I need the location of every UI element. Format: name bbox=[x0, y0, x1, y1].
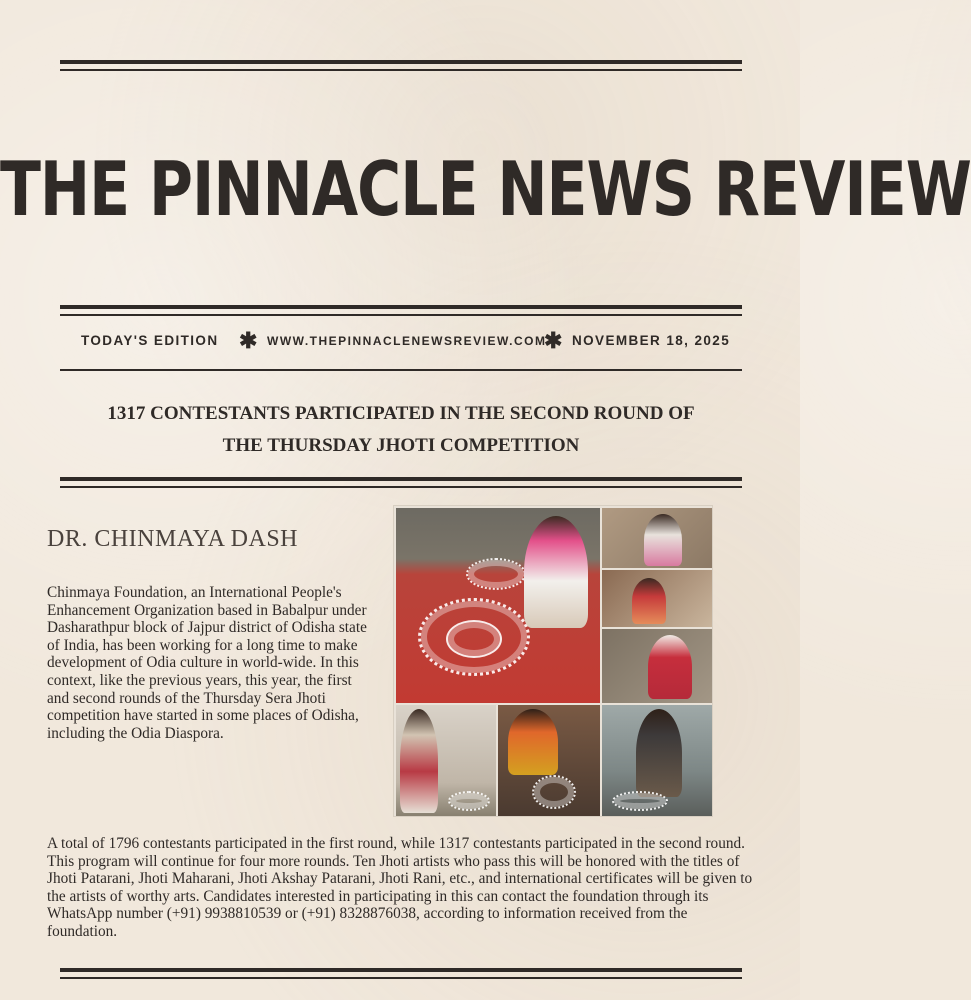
article-headline bbox=[60, 398, 742, 462]
collage-photo-main bbox=[396, 508, 600, 703]
photo-collage bbox=[393, 505, 713, 817]
collage-photo-right-3 bbox=[602, 629, 712, 703]
edition-label: TODAY'S EDITION bbox=[81, 333, 219, 348]
collage-photo-right-2 bbox=[602, 570, 712, 627]
headline-line-2: THE THURSDAY JHOTI COMPETITION bbox=[222, 435, 580, 456]
masthead-rule-thick bbox=[60, 305, 742, 309]
top-rule-thick bbox=[60, 60, 742, 64]
asterisk-icon: ✱ bbox=[239, 328, 258, 353]
masthead-title: THE PINNACLE NEWS REVIEW bbox=[0, 146, 971, 234]
website-link[interactable]: WWW.THEPINNACLENEWSREVIEW.COM bbox=[267, 334, 547, 348]
bottom-rule-thick bbox=[60, 968, 742, 972]
headline-rule-thin bbox=[60, 486, 742, 488]
collage-photo-right-1 bbox=[602, 508, 712, 568]
body-paragraph: A total of 1796 contestants participated in the first round, while 1317 contestants participated in the second round. This program will continue for four more rounds. Ten Jhoti artists who pass this will be honored with the titles of Jhoti Patarani, Jhoti Maharani, Jhoti Akshay Patarani, Jhoti Rani, etc., and international certificates will be given to the artists of worthy arts. Candidates interested in participating in this can contact the foundation through its WhatsApp number (+91) 9938810539 or (+91) 8328876038, according to information received from the foundation. bbox=[47, 835, 753, 940]
top-rule-thin bbox=[60, 69, 742, 71]
asterisk-icon: ✱ bbox=[544, 328, 563, 353]
edition-bar bbox=[80, 328, 740, 354]
intro-paragraph: Chinmaya Foundation, an International People's Enhancement Organization based in Babalpur under Dasharathpur block of Jajpur district of Odisha state of India, has been working for a long time to make development of Odia culture in world-wide. In this context, like the previous years, this year, the first and second rounds of the Thursday Sera Jhoti competition have started in some places of Odisha, including the Odia Diaspora. bbox=[47, 584, 367, 742]
masthead-rule-thin bbox=[60, 314, 742, 316]
bottom-rule-thin bbox=[60, 977, 742, 979]
headline-rule-thick bbox=[60, 477, 742, 481]
author-byline: DR. CHINMAYA DASH bbox=[47, 526, 298, 552]
edition-rule bbox=[60, 369, 742, 371]
headline-line-1: 1317 CONTESTANTS PARTICIPATED IN THE SECOND ROUND OF bbox=[107, 403, 695, 424]
collage-photo-bottom-1 bbox=[396, 705, 496, 816]
collage-photo-bottom-2 bbox=[498, 705, 600, 816]
collage-photo-bottom-3 bbox=[602, 705, 712, 816]
edition-date: NOVEMBER 18, 2025 bbox=[572, 333, 731, 348]
